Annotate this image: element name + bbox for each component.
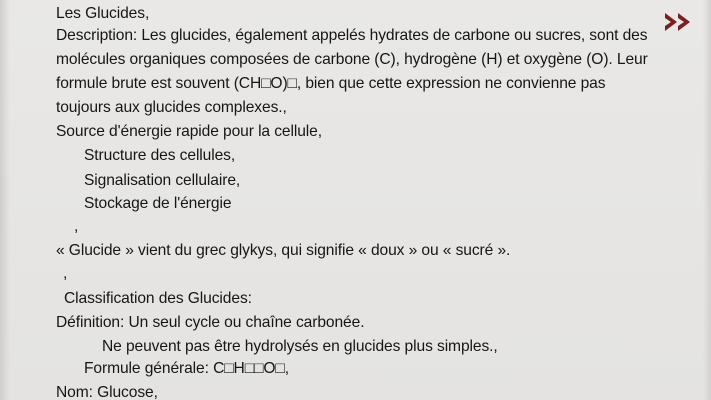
hydrolysis-line: Ne peuvent pas être hydrolysés en glucides plus simples., [102, 338, 498, 355]
role-energy-line: Source d'énergie rapide pour la cellule, [56, 123, 322, 140]
page-shadow-right [703, 0, 711, 400]
description-line-4: toujours aux glucides complexes., [56, 99, 287, 116]
role-signaling-line: Signalisation cellulaire, [84, 172, 241, 189]
role-storage-line: Stockage de l'énergie [84, 195, 232, 212]
etymology-line: « Glucide » vient du grec glykys, qui signifie « doux » ou « sucré ». [56, 242, 511, 259]
role-structure-line: Structure des cellules, [84, 147, 236, 164]
description-line-1: Description: Les glucides, également appelés hydrates de carbone ou sucres, sont des [56, 27, 648, 44]
general-formula-line: Formule générale: C□H□□O□, [84, 360, 289, 377]
classification-heading: Classification des Glucides: [64, 290, 252, 307]
description-line-2: molécules organiques composées de carbone (C), hydrogène (H) et oxygène (O). Leur [56, 51, 648, 68]
separator-comma-1: , [74, 218, 79, 235]
description-line-3: formule brute est souvent (CH□O)□, bien que cette expression ne convienne pas [56, 75, 606, 92]
page-shadow-left [0, 0, 10, 400]
definition-line: Définition: Un seul cycle ou chaîne carbonée. [56, 314, 365, 331]
document-title: Les Glucides, [56, 5, 150, 22]
next-page-button[interactable] [660, 10, 700, 34]
separator-comma-2: , [63, 265, 68, 282]
double-chevron-right-icon [660, 10, 700, 34]
glucose-name-line: Nom: Glucose, [56, 384, 158, 400]
